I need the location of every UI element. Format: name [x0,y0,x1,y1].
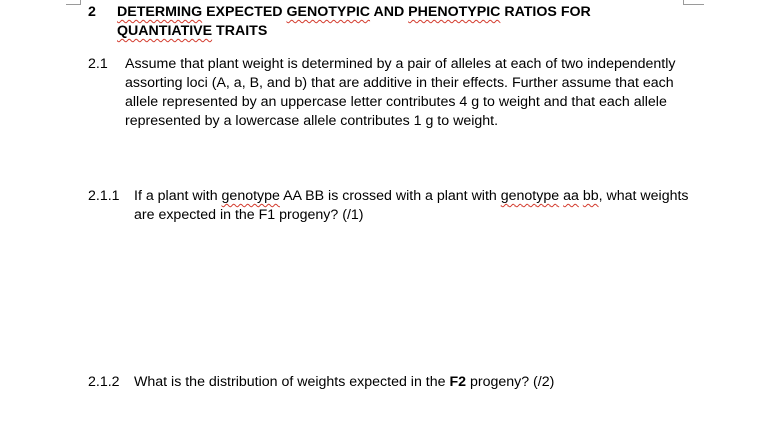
question-text: What is the distribution of weights expected in the [134,374,450,390]
section-2-1-1-number: 2.1.1 [88,188,120,204]
section-2-1-2-question [134,373,694,392]
heading-word: EXPECTED [202,4,287,20]
section-2-1-number: 2.1 [88,56,108,72]
spellcheck-word: genotype [221,188,280,204]
question-text: AA BB is crossed with a plant with [279,188,501,204]
question-text: progeny? (/2) [466,374,555,390]
crop-mark-left [66,0,81,5]
section-2-1-1-question [134,187,689,225]
heading-word: QUANTIATIVE [117,23,213,39]
spellcheck-word: bb [582,188,599,204]
heading-word: AND [370,4,409,20]
heading-word: PHENOTYPIC [408,4,501,20]
heading-word: DETERMING [117,4,203,20]
heading-word: RATIOS FOR [500,4,591,20]
heading-number: 2 [88,4,96,20]
section-2-1-2-number: 2.1.2 [88,374,120,390]
question-text: , what weights are expected in the F1 progeny? (/1) [134,188,689,223]
section-heading [117,3,677,41]
spellcheck-word: genotype [500,188,560,204]
heading-word: GENOTYPIC [286,4,371,20]
crop-mark-right [683,0,704,5]
heading-word: TRAITS [212,23,268,39]
question-bold-text: F2 [449,374,467,390]
spellcheck-word: aa [563,188,579,204]
question-text: If a plant with [134,188,222,204]
section-2-1-paragraph: Assume that plant weight is determined by a pair of alleles at each of two independently assorting loci (A, a, B, and b) that are additive in their effects. Further assume that each allele represented by an uppercase letter contributes 4 g to weight and that each allele represented by a lowercase allele contributes 1 g to weight. [125,56,676,129]
